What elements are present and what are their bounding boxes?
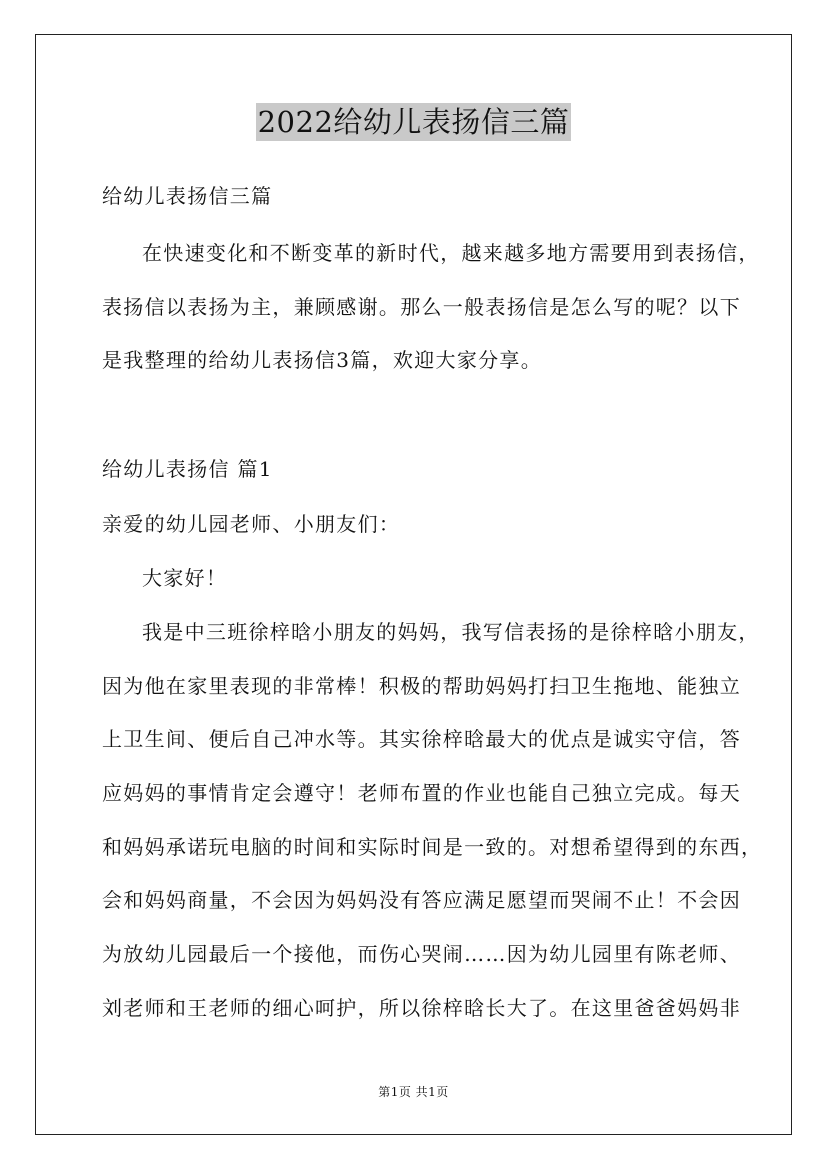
page-footer: 第1页 共1页: [378, 1085, 449, 1099]
subtitle: 给幼儿表扬信三篇: [102, 184, 273, 208]
salutation: 亲爱的幼儿园老师、小朋友们：: [102, 512, 401, 536]
document-title: 2022给幼儿表扬信三篇: [257, 105, 570, 139]
intro-line: 是我整理的给幼儿表扬信3篇，欢迎大家分享。: [102, 348, 543, 372]
body-line: 刘老师和王老师的细心呵护，所以徐梓晗长大了。在这里爸爸妈妈非: [102, 996, 741, 1020]
body-line: 会和妈妈商量，不会因为妈妈没有答应满足愿望而哭闹不止！不会因: [102, 888, 741, 912]
body-line: 应妈妈的事情肯定会遵守！老师布置的作业也能自己独立完成。每天: [102, 781, 741, 805]
body-line: 我是中三班徐梓晗小朋友的妈妈，我写信表扬的是徐梓晗小朋友，: [142, 620, 760, 644]
title-container: [0, 103, 827, 141]
body-line: 和妈妈承诺玩电脑的时间和实际时间是一致的。对想希望得到的东西，: [102, 835, 763, 859]
intro-line: 在快速变化和不断变革的新时代，越来越多地方需要用到表扬信，: [142, 241, 760, 265]
body-line: 为放幼儿园最后一个接他，而伤心哭闹……因为幼儿园里有陈老师、: [102, 942, 741, 966]
body-line: 上卫生间、便后自己冲水等。其实徐梓晗最大的优点是诚实守信，答: [102, 727, 741, 751]
section-heading: 给幼儿表扬信 篇1: [102, 457, 273, 481]
greeting: 大家好！: [142, 566, 228, 590]
intro-line: 表扬信以表扬为主，兼顾感谢。那么一般表扬信是怎么写的呢？以下: [102, 295, 741, 319]
body-line: 因为他在家里表现的非常棒！积极的帮助妈妈打扫卫生拖地、能独立: [102, 674, 741, 698]
